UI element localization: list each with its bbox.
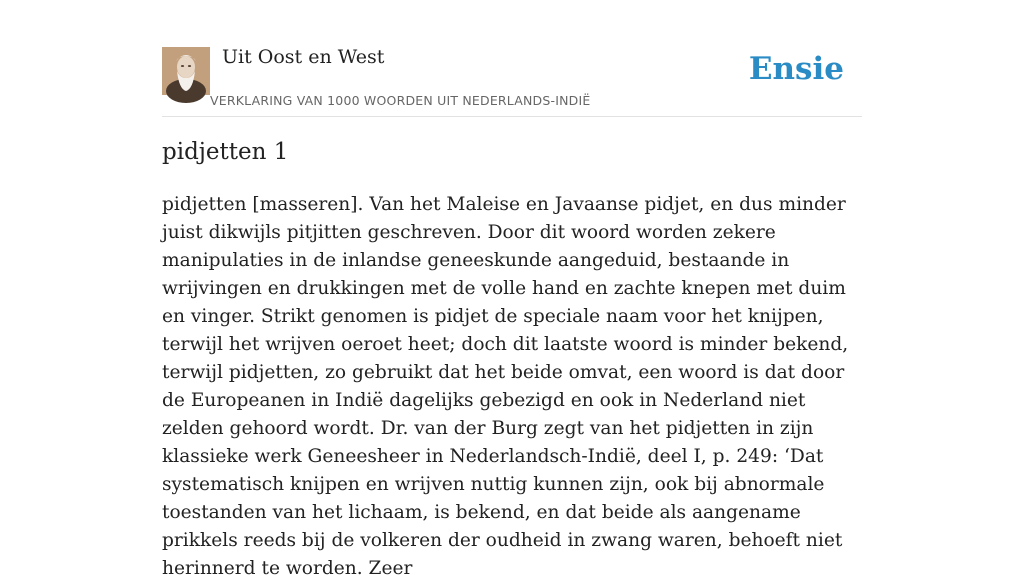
source-avatar[interactable] xyxy=(162,47,210,95)
entry-title: pidjetten 1 xyxy=(162,139,289,165)
entry-text: pidjetten [masseren]. Van het Maleise en Javaanse pidjet, en dus minder juist dikwijls pitjitten geschreven. Door dit woord worden zekere manipulaties in de inlandse geneeskunde aangeduid, bestaande in wrijvingen en drukkingen met de volle hand en zachte knepen met duim en vinger. Strikt genomen is pidjet de speciale naam voor het knijpen, terwijl het wrijven oeroet heet; doch dit laatste woord is minder bekend, terwijl pidjetten, zo gebruikt dat het beide omvat, een woord is dat door de Europeanen in Indië dagelijks gebezigd en ook in Nederland niet zelden gehoord wordt. Dr. van der Burg zegt van het pidjetten in zijn klassieke werk Geneesheer in Nederlandsch-Indië, deel I, p. 249: ‘Dat systematisch knijpen en wrijven nuttig kunnen zijn, ook bij abnormale toestanden van het lichaam, is bekend, en dat beide als aangename prikkels reeds bij de volkeren der oudheid in zwang waren, behoeft niet herinnerd te worden. Zeer xyxy=(162,194,849,579)
source-title[interactable]: Uit Oost en West xyxy=(222,46,385,68)
source-subtitle: VERKLARING VAN 1000 WOORDEN UIT NEDERLANDS-INDIË xyxy=(210,93,591,108)
ensie-logo[interactable]: Ensie xyxy=(748,51,844,87)
source-header xyxy=(162,46,862,117)
bearded-man-portrait-icon xyxy=(162,47,210,95)
